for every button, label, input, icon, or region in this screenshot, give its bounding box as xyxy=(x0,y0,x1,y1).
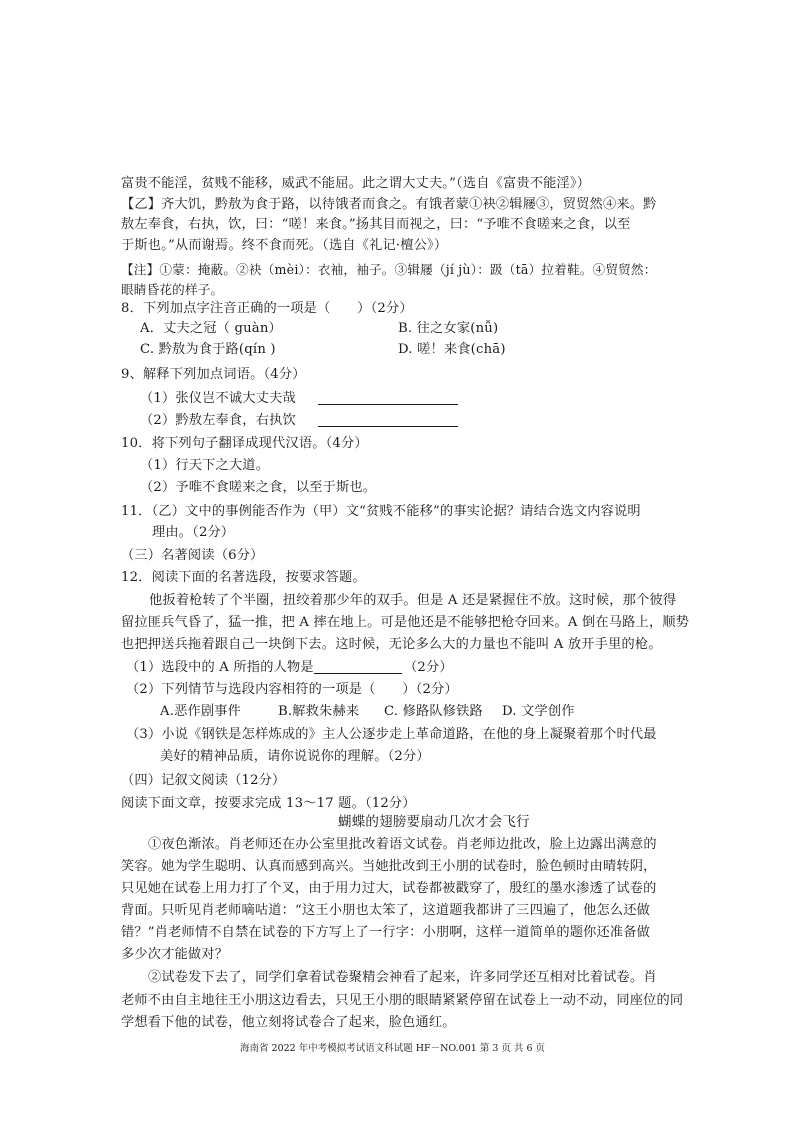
reading-instruction: 阅读下面文章，按要求完成 13～17 题。（12分） xyxy=(121,796,416,811)
passage-jia-ending: 富贵不能淫，贫贱不能移，威武不能屈。此之谓大丈夫。”（选自《富贵不能淫》） xyxy=(121,176,591,191)
article-paragraph-line: 多少次才能做对？ xyxy=(121,947,229,962)
article-paragraph-line: 学想看下他的试卷，他立刻将试卷合了起来，脸色通红。 xyxy=(121,1015,456,1030)
question-12-sub-3-cont: 美好的精神品质，请你说说你的理解。（2分） xyxy=(160,749,430,764)
answer-blank[interactable] xyxy=(318,392,458,405)
annotation-note: 眼睛昏花的样子。 xyxy=(121,282,224,297)
passage-yi-line: 敖左奉食，右执，饮，曰：“嗟！来食。”扬其目而视之，曰：“予唯不食嗟来之食，以至 xyxy=(121,217,631,232)
article-paragraph-line: 只见她在试卷上用力打了个叉，由于用力过大，试卷都被戳穿了，殷红的墨水渗透了试卷的 xyxy=(121,881,657,896)
passage-yi-line: 【乙】齐大饥，黔敖为食于路，以待饿者而食之。有饿者蒙①袂②辑屦③，贸贸然④来。黔 xyxy=(121,197,657,212)
answer-blank[interactable] xyxy=(314,661,402,674)
question-8-option-a: A．丈夫之冠（ guàn） xyxy=(140,321,282,336)
article-paragraph-line: ①夜色渐浓。肖老师还在办公室里批改着语文试卷。肖老师边批改，脸上边露出满意的 xyxy=(148,837,657,852)
section-heading: （四）记叙文阅读（12分） xyxy=(121,773,286,788)
question-11-stem-cont: 理由。（2分） xyxy=(152,525,235,540)
page-footer: 海南省 2022 年中考模拟考试语文科试题 HF－NO.001 第 3 页 共 6 页 xyxy=(240,1043,546,1054)
article-paragraph-line: ②试卷发下去了，同学们拿着试卷聚精会神看了起来，许多同学还互相对比着试卷。肖 xyxy=(148,970,657,985)
question-8-option-c: C. 黔敖为食于路(qín ) xyxy=(140,342,276,357)
question-12-sub-1-score: （2分） xyxy=(404,660,453,675)
answer-blank[interactable] xyxy=(318,414,458,427)
question-8-option-d: D. 嗟！来食(chā) xyxy=(398,342,506,357)
question-9-stem: 9、解释下列加点词语。（4分） xyxy=(121,367,306,382)
question-12-option-b: B.解救朱赫来 xyxy=(278,704,360,719)
question-10-item-2: （2）予唯不食嗟来之食，以至于斯也。 xyxy=(140,480,377,495)
excerpt-line: 留拉匪兵气昏了，猛一推，把 A 摔在地上。可是他还是不能够把枪夺回来。A 倒在马路上，顺势 xyxy=(121,615,690,630)
passage-yi-line: 于斯也。”从而谢焉。终不食而死。（选自《礼记·檀公》） xyxy=(121,238,448,253)
question-10-stem: 10．将下列句子翻译成现代汉语。（4分） xyxy=(121,436,368,451)
article-paragraph-line: 笑容。她为学生聪明、认真而感到高兴。当她批改到王小朋的试卷时，脸色顿时由晴转阴， xyxy=(121,859,657,874)
article-paragraph-line: 老师不由自主地往王小朋这边看去，只见王小朋的眼睛紧紧停留在试卷上一动不动，同座位的同 xyxy=(121,993,684,1008)
question-9-item-2: （2）黔敖左奉食，右执饮 xyxy=(140,413,296,428)
section-heading: （三）名著阅读（6分） xyxy=(121,548,264,563)
excerpt-line: 也把押送兵拖着跟自己一块倒下去。这时候，无论多么大的力量也不能叫 A 放开手里的枪。 xyxy=(121,637,662,652)
question-12-sub-1: （1）选段中的 A 所指的人物是 xyxy=(126,660,314,675)
excerpt-line: 他扳着枪转了个半圈，扭绞着那少年的双手。但是 A 还是紧握住不放。这时候，那个彼得 xyxy=(149,593,677,608)
question-12-stem: 12．阅读下面的名著选段，按要求答题。 xyxy=(121,570,366,585)
question-12-sub-3: （3）小说《钢铁是怎样炼成的》主人公逐步走上革命道路，在他的身上凝聚着那个时代最 xyxy=(126,727,657,742)
question-8-option-b: B. 往之女家(nǚ) xyxy=(398,321,499,336)
question-10-item-1: （1）行天下之大道。 xyxy=(140,458,270,473)
article-title: 蝴蝶的翅膀要扇动几次才会飞行 xyxy=(338,814,530,830)
question-12-sub-2: （2）下列情节与选段内容相符的一项是（ ）（2分） xyxy=(126,682,458,697)
question-12-option-d: D. 文学创作 xyxy=(502,704,575,719)
annotation-note: 【注】①蒙：掩蔽。②袂（mèi）：衣袖，袖子。③辑屦（jí jù）：趿（tā）拉着鞋。④贸贸然： xyxy=(121,262,657,277)
article-paragraph-line: 错？”肖老师情不自禁在试卷的下方写上了一行字：小朋啊，这样一道简单的题你还准备做 xyxy=(121,925,651,940)
question-12-option-c: C. 修路队修铁路 xyxy=(384,704,483,719)
question-12-option-a: A.恶作剧事件 xyxy=(160,704,242,719)
question-9-item-1: （1）张仪岂不诚大丈夫哉 xyxy=(140,391,296,406)
article-paragraph-line: 背面。只听见肖老师嘀咕道：“这王小朋也太笨了，这道题我都讲了三四遍了，他怎么还做 xyxy=(121,903,651,918)
question-8-stem: 8．下列加点字注音正确的一项是（ ）（2分） xyxy=(121,301,413,316)
question-11-stem: 11．（乙）文中的事例能否作为（甲）文“贫贱不能移”的事实论据？请结合选文内容说明 xyxy=(121,504,641,519)
